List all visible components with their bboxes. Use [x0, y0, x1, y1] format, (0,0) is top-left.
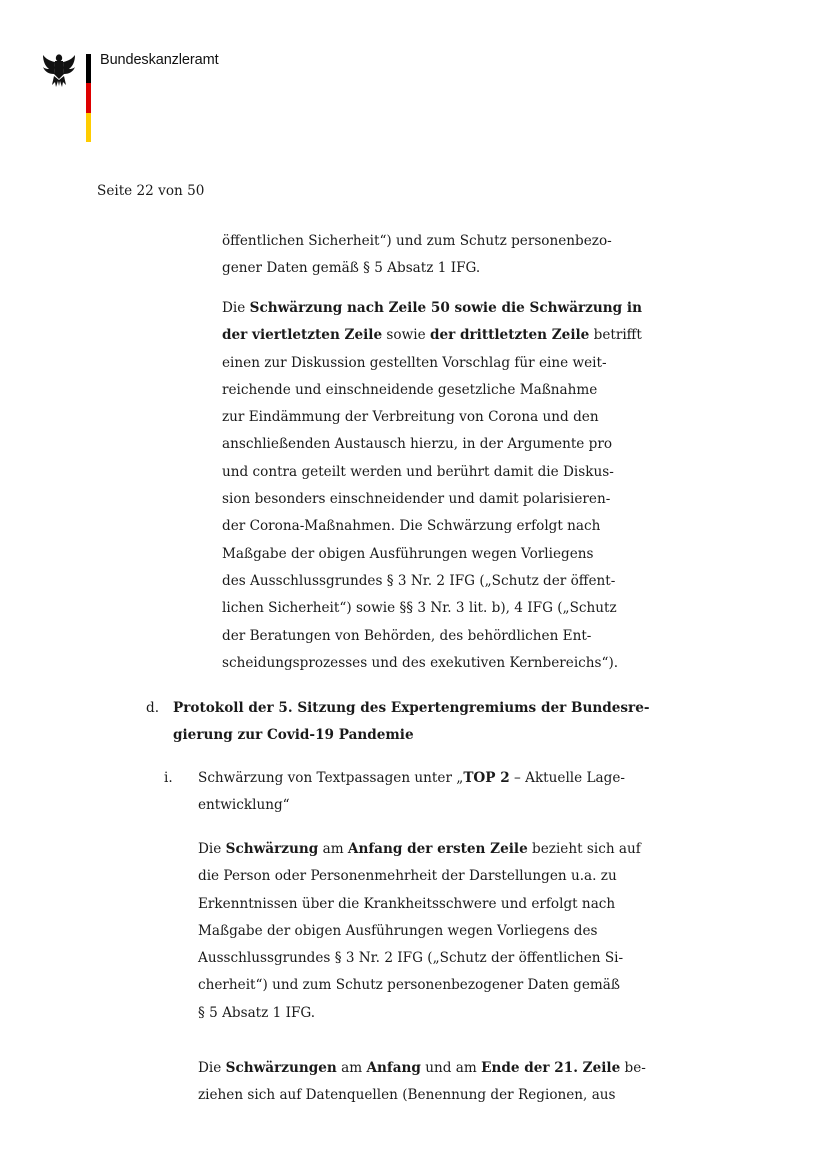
text-line: reichende und einschneidende gesetzliche Maßnahme	[222, 381, 598, 398]
text-line: sion besonders einschneidender und damit polarisieren-	[222, 491, 611, 508]
heading-line: gierung zur Covid-19 Pandemie	[173, 727, 414, 744]
text-line: gener Daten gemäß § 5 Absatz 1 IFG.	[222, 260, 481, 277]
page-number: Seite 22 von 50	[97, 183, 205, 199]
paragraph-redaction-first-line	[198, 836, 641, 1027]
text-line: Ausschlussgrundes § 3 Nr. 2 IFG („Schutz der öffentlichen Si-	[198, 950, 624, 967]
text-line: öffentlichen Sicherheit“) und zum Schutz personenbezo-	[222, 233, 612, 249]
text-line: § 5 Absatz 1 IFG.	[198, 1004, 316, 1021]
organization-name: Bundeskanzleramt	[100, 52, 219, 68]
text-line: Maßgabe der obigen Ausführungen wegen Vorliegens	[222, 545, 594, 562]
text-line: Die Schwärzung am Anfang der ersten Zeile bezieht sich auf	[198, 841, 641, 857]
text-line: anschließenden Austausch hierzu, in der Argumente pro	[222, 436, 613, 453]
paragraph-redaction-line-21	[198, 1055, 646, 1110]
text-line: ziehen sich auf Datenquellen (Benennung der Regionen, aus	[198, 1087, 616, 1104]
text-line: die Person oder Personenmehrheit der Darstellungen u.a. zu	[198, 868, 617, 885]
text-line: lichen Sicherheit“) sowie §§ 3 Nr. 3 lit. b), 4 IFG („Schutz	[222, 600, 617, 617]
heading-line: Protokoll der 5. Sitzung des Expertengremiums der Bundesre-	[173, 700, 650, 716]
text-line: Die Schwärzung nach Zeile 50 sowie die Schwärzung in	[222, 300, 642, 316]
text-line: scheidungsprozesses und des exekutiven Kernbereichs“).	[222, 654, 619, 671]
text-line: der viertletzten Zeile sowie der drittletzten Zeile betrifft	[222, 327, 642, 344]
federal-eagle-icon	[42, 52, 76, 88]
text-line: der Beratungen von Behörden, des behördlichen Ent-	[222, 627, 592, 644]
paragraph-continuation	[222, 228, 612, 283]
text-line: Schwärzung von Textpassagen unter „TOP 2 – Aktuelle Lage-	[198, 770, 625, 786]
text-line: des Ausschlussgrundes § 3 Nr. 2 IFG („Schutz der öffent-	[222, 572, 616, 589]
list-item-heading	[198, 765, 625, 820]
section-heading	[173, 695, 650, 750]
list-marker: i.	[164, 770, 173, 786]
text-line: zur Eindämmung der Verbreitung von Corona und den	[222, 409, 599, 426]
text-line: Maßgabe der obigen Ausführungen wegen Vorliegens des	[198, 922, 598, 939]
text-line: Die Schwärzungen am Anfang und am Ende der 21. Zeile be-	[198, 1060, 646, 1076]
text-line: Erkenntnissen über die Krankheitsschwere und erfolgt nach	[198, 895, 616, 912]
paragraph-redaction-line-50	[222, 295, 642, 677]
german-flag-stripe	[86, 54, 91, 142]
text-line: einen zur Diskussion gestellten Vorschlag für eine weit-	[222, 354, 607, 371]
section-marker: d.	[146, 700, 160, 716]
text-line: und contra geteilt werden und berührt damit die Diskus-	[222, 463, 614, 480]
text-line: entwicklung“	[198, 797, 290, 814]
text-line: cherheit“) und zum Schutz personenbezogener Daten gemäß	[198, 977, 620, 994]
text-line: der Corona-Maßnahmen. Die Schwärzung erfolgt nach	[222, 518, 601, 535]
